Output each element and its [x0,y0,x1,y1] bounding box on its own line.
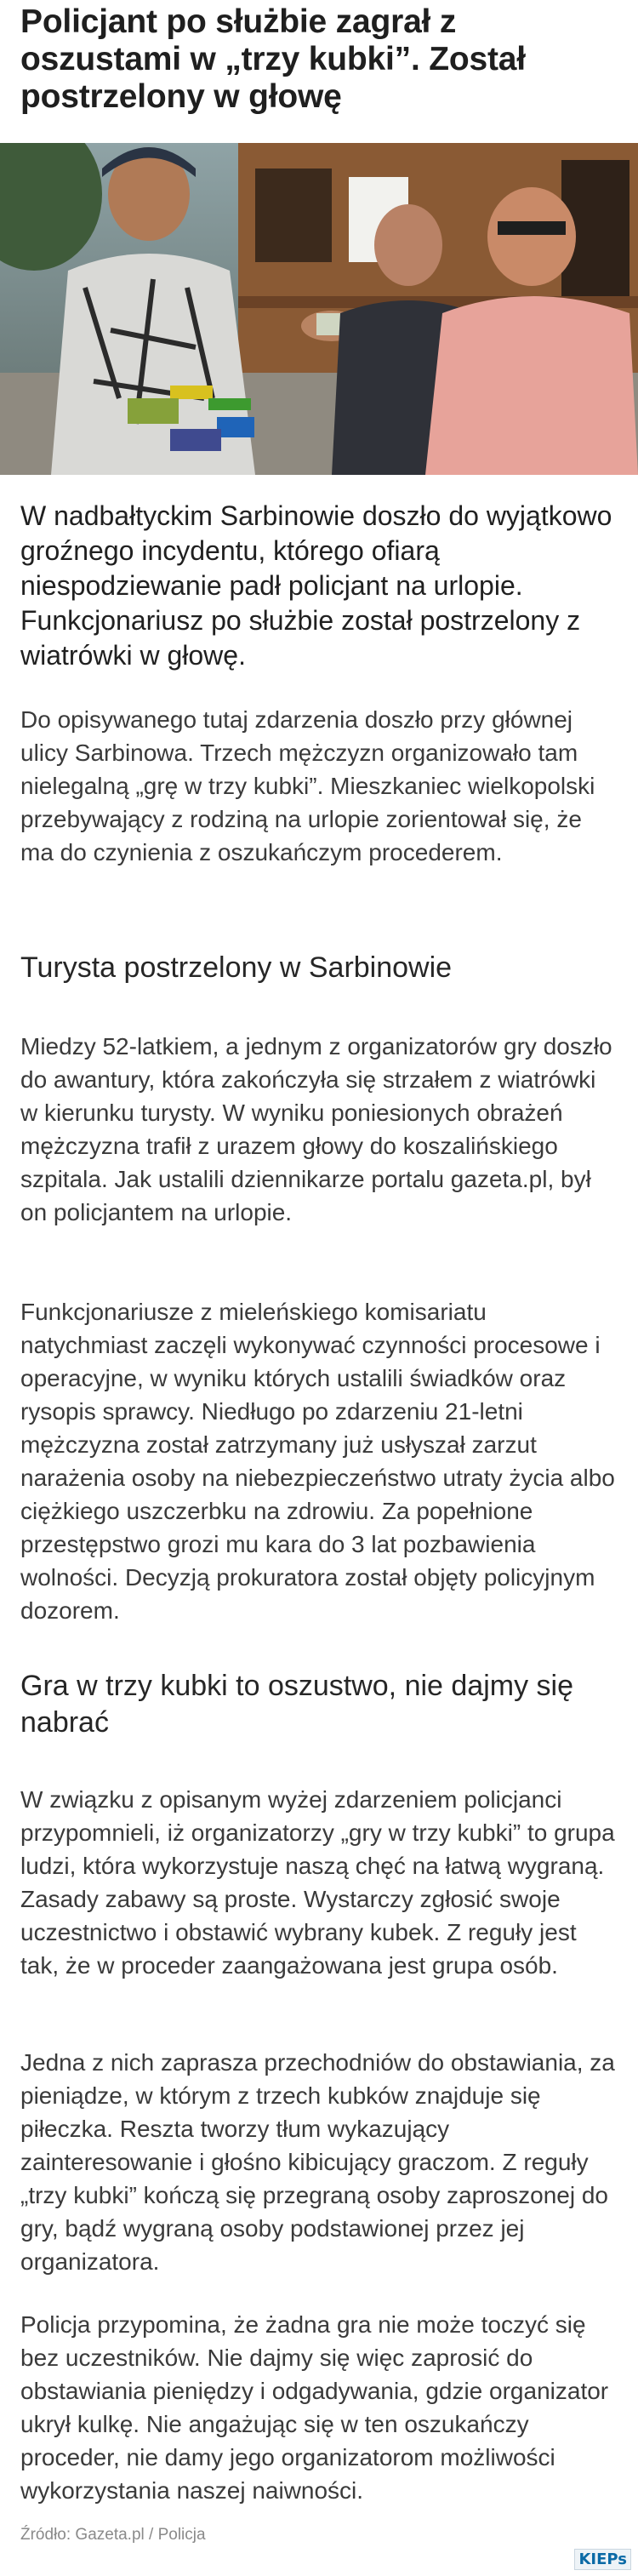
subheading-2: Gra w trzy kubki to oszustwo, nie dajmy się nabrać [20,1670,574,1739]
paragraph-5: Jedna z nich zaprasza przechodniów do obstawiania, za pieniądze, w którym z trzech kubków znajduje się piłeczka. Reszta tworzy tłum wykazujący zainteresowanie i głośno kibicujący graczom. Z reguły „trzy kubki” kończą się przegraną osoby zaproszonej do gry, bądź wygraną osoby podstawionej przez jej organizatora. [20,2049,615,2275]
paragraph-1: Do opisywanego tutaj zdarzenia doszło przy głównej ulicy Sarbinowa. Trzech mężczyzn organizowało tam nielegalną „grę w trzy kubki”. Mieszkaniec wielkopolski przebywający z rodziną na urlopie zorientował się, że ma do czynienia z oszukańczym procederem. [20,706,595,865]
paragraph-6: Policja przypomina, że żadna gra nie może toczyć się bez uczestników. Nie dajmy się więc zaprosić do obstawiania pieniędzy i odgadywania, gdzie organizator ukrył kulkę. Nie angażując się w ten oszukańczy proceder, nie damy jego organizatorom możliwości wykorzystania naszej naiwności. [20,2311,609,2504]
paragraph-4: W związku z opisanym wyżej zdarzeniem policjanci przypomnieli, iż organizatorzy „gry w trzy kubki” to grupa ludzi, która wykorzystuje naszą chęć na łatwą wygraną. Zasady zabawy są proste. Wystarczy zgłosić swoje uczestnictwo i obstawić wybrany kubek. Z reguły jest tak, że w proceder zaangażowana jest grupa osób. [20,1786,615,1979]
subheading-1: Turysta postrzelony w Sarbinowie [20,951,453,984]
site-logo: KIEPs [574,2549,631,2570]
paragraph-2: Miedzy 52-latkiem, a jednym z organizatorów gry doszło do awantury, która zakończyła się strzałem z wiatrówki w kierunku turysty. W wyniku poniesionych obrażeń mężczyzna trafił z urazem głowy do koszalińskiego szpitala. Jak ustalili dziennikarze portalu gazeta.pl, był on policjantem na urlopie. [20,1033,612,1225]
source-caption: Źródło: Gazeta.pl / Policja [20,2526,206,2544]
paragraph-3: Funkcjonariusze z mieleńskiego komisariatu natychmiast zaczęli wykonywać czynności procesowe i operacyjne, w wyniku których ustalili świadków oraz rysopis sprawcy. Niedługo po zdarzeniu 21-letni mężczyzna został zatrzymany już usłyszał zarzut narażenia osoby na niebezpieczeństwo utraty życia albo ciężkiego uszczerbku na zdrowiu. Za popełnione przestępstwo grozi mu kara do 3 lat pozbawienia wolności. Decyzją prokuratora został objęty policyjnym dozorem. [20,1299,615,1624]
article-lead: W nadbałtyckim Sarbinowie doszło do wyjątkowo groźnego incydentu, którego ofiarą niespodziewanie padł policjant na urlopie. Funkcjonariusz po służbie został postrzelony z wiatrówki w głowę. [20,500,612,671]
hero-photo [0,143,638,475]
article-headline: Policjant po służbie zagrał z oszustami w „trzy kubki”. Został postrzelony w głowę [20,3,526,115]
photo-illustration [0,143,638,475]
